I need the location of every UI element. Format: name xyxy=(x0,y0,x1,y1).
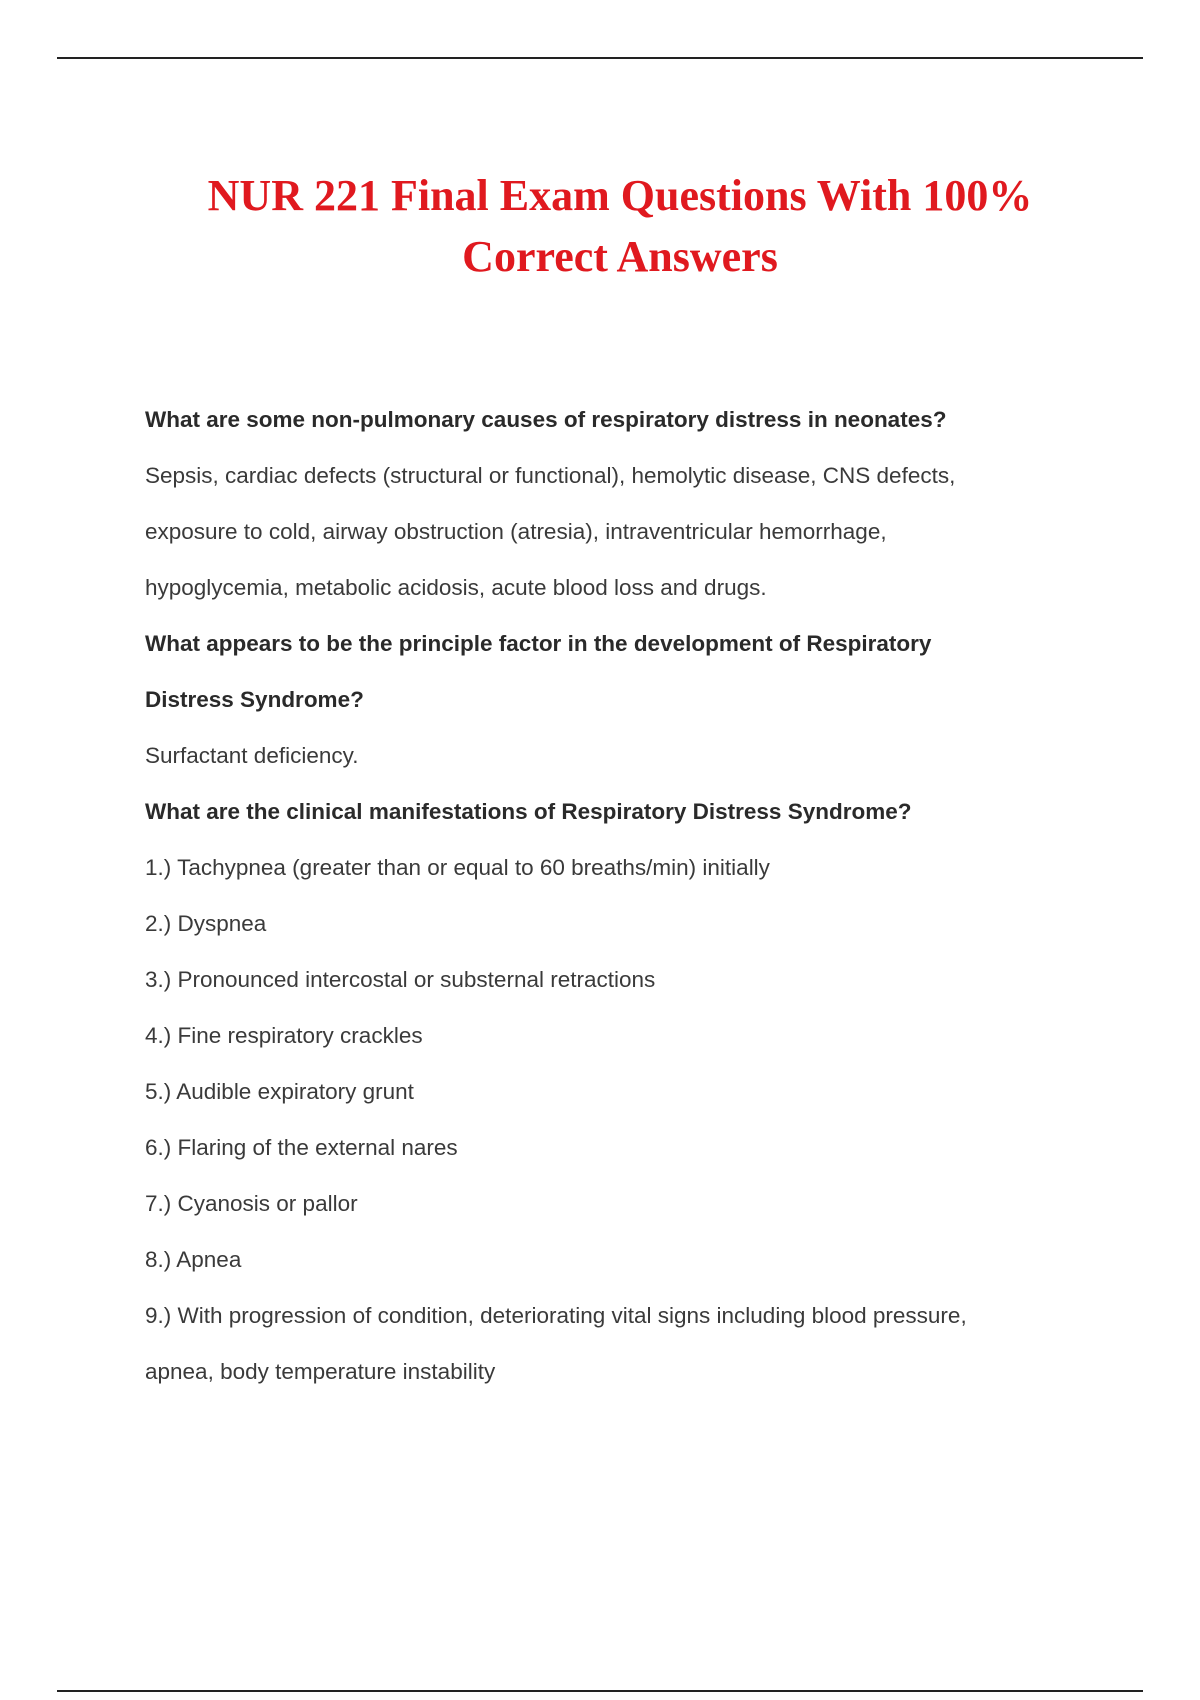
answer-3-item-9: 9.) With progression of condition, deteriorating vital signs including blood pressure, xyxy=(145,1303,967,1328)
answer-3-item-1: 1.) Tachypnea (greater than or equal to 60 breaths/min) initially xyxy=(145,855,770,880)
answer-1-line-1: Sepsis, cardiac defects (structural or functional), hemolytic disease, CNS defects, xyxy=(145,463,956,488)
title-line-2: Correct Answers xyxy=(462,232,778,281)
answer-3-item-4: 4.) Fine respiratory crackles xyxy=(145,1023,423,1048)
answer-3-item-3: 3.) Pronounced intercostal or substernal retractions xyxy=(145,967,656,992)
answer-1-line-3: hypoglycemia, metabolic acidosis, acute blood loss and drugs. xyxy=(145,575,767,600)
answer-3-item-9-cont: apnea, body temperature instability xyxy=(145,1359,496,1384)
answer-3-item-2: 2.) Dyspnea xyxy=(145,911,267,936)
question-1: What are some non-pulmonary causes of respiratory distress in neonates? xyxy=(145,407,947,432)
question-3: What are the clinical manifestations of Respiratory Distress Syndrome? xyxy=(145,799,912,824)
answer-3-item-6: 6.) Flaring of the external nares xyxy=(145,1135,458,1160)
answer-3-item-5: 5.) Audible expiratory grunt xyxy=(145,1079,414,1104)
document-title xyxy=(100,165,1140,287)
header-rule xyxy=(57,57,1143,59)
answer-1-line-2: exposure to cold, airway obstruction (atresia), intraventricular hemorrhage, xyxy=(145,519,887,544)
title-line-1: NUR 221 Final Exam Questions With 100% xyxy=(207,171,1033,220)
answer-3-item-8: 8.) Apnea xyxy=(145,1247,242,1272)
qa-content xyxy=(145,392,1095,1400)
footer-rule xyxy=(57,1690,1143,1692)
answer-2: Surfactant deficiency. xyxy=(145,743,359,768)
question-2-line-1: What appears to be the principle factor in the development of Respiratory xyxy=(145,631,932,656)
answer-3-item-7: 7.) Cyanosis or pallor xyxy=(145,1191,358,1216)
question-2-line-2: Distress Syndrome? xyxy=(145,687,364,712)
